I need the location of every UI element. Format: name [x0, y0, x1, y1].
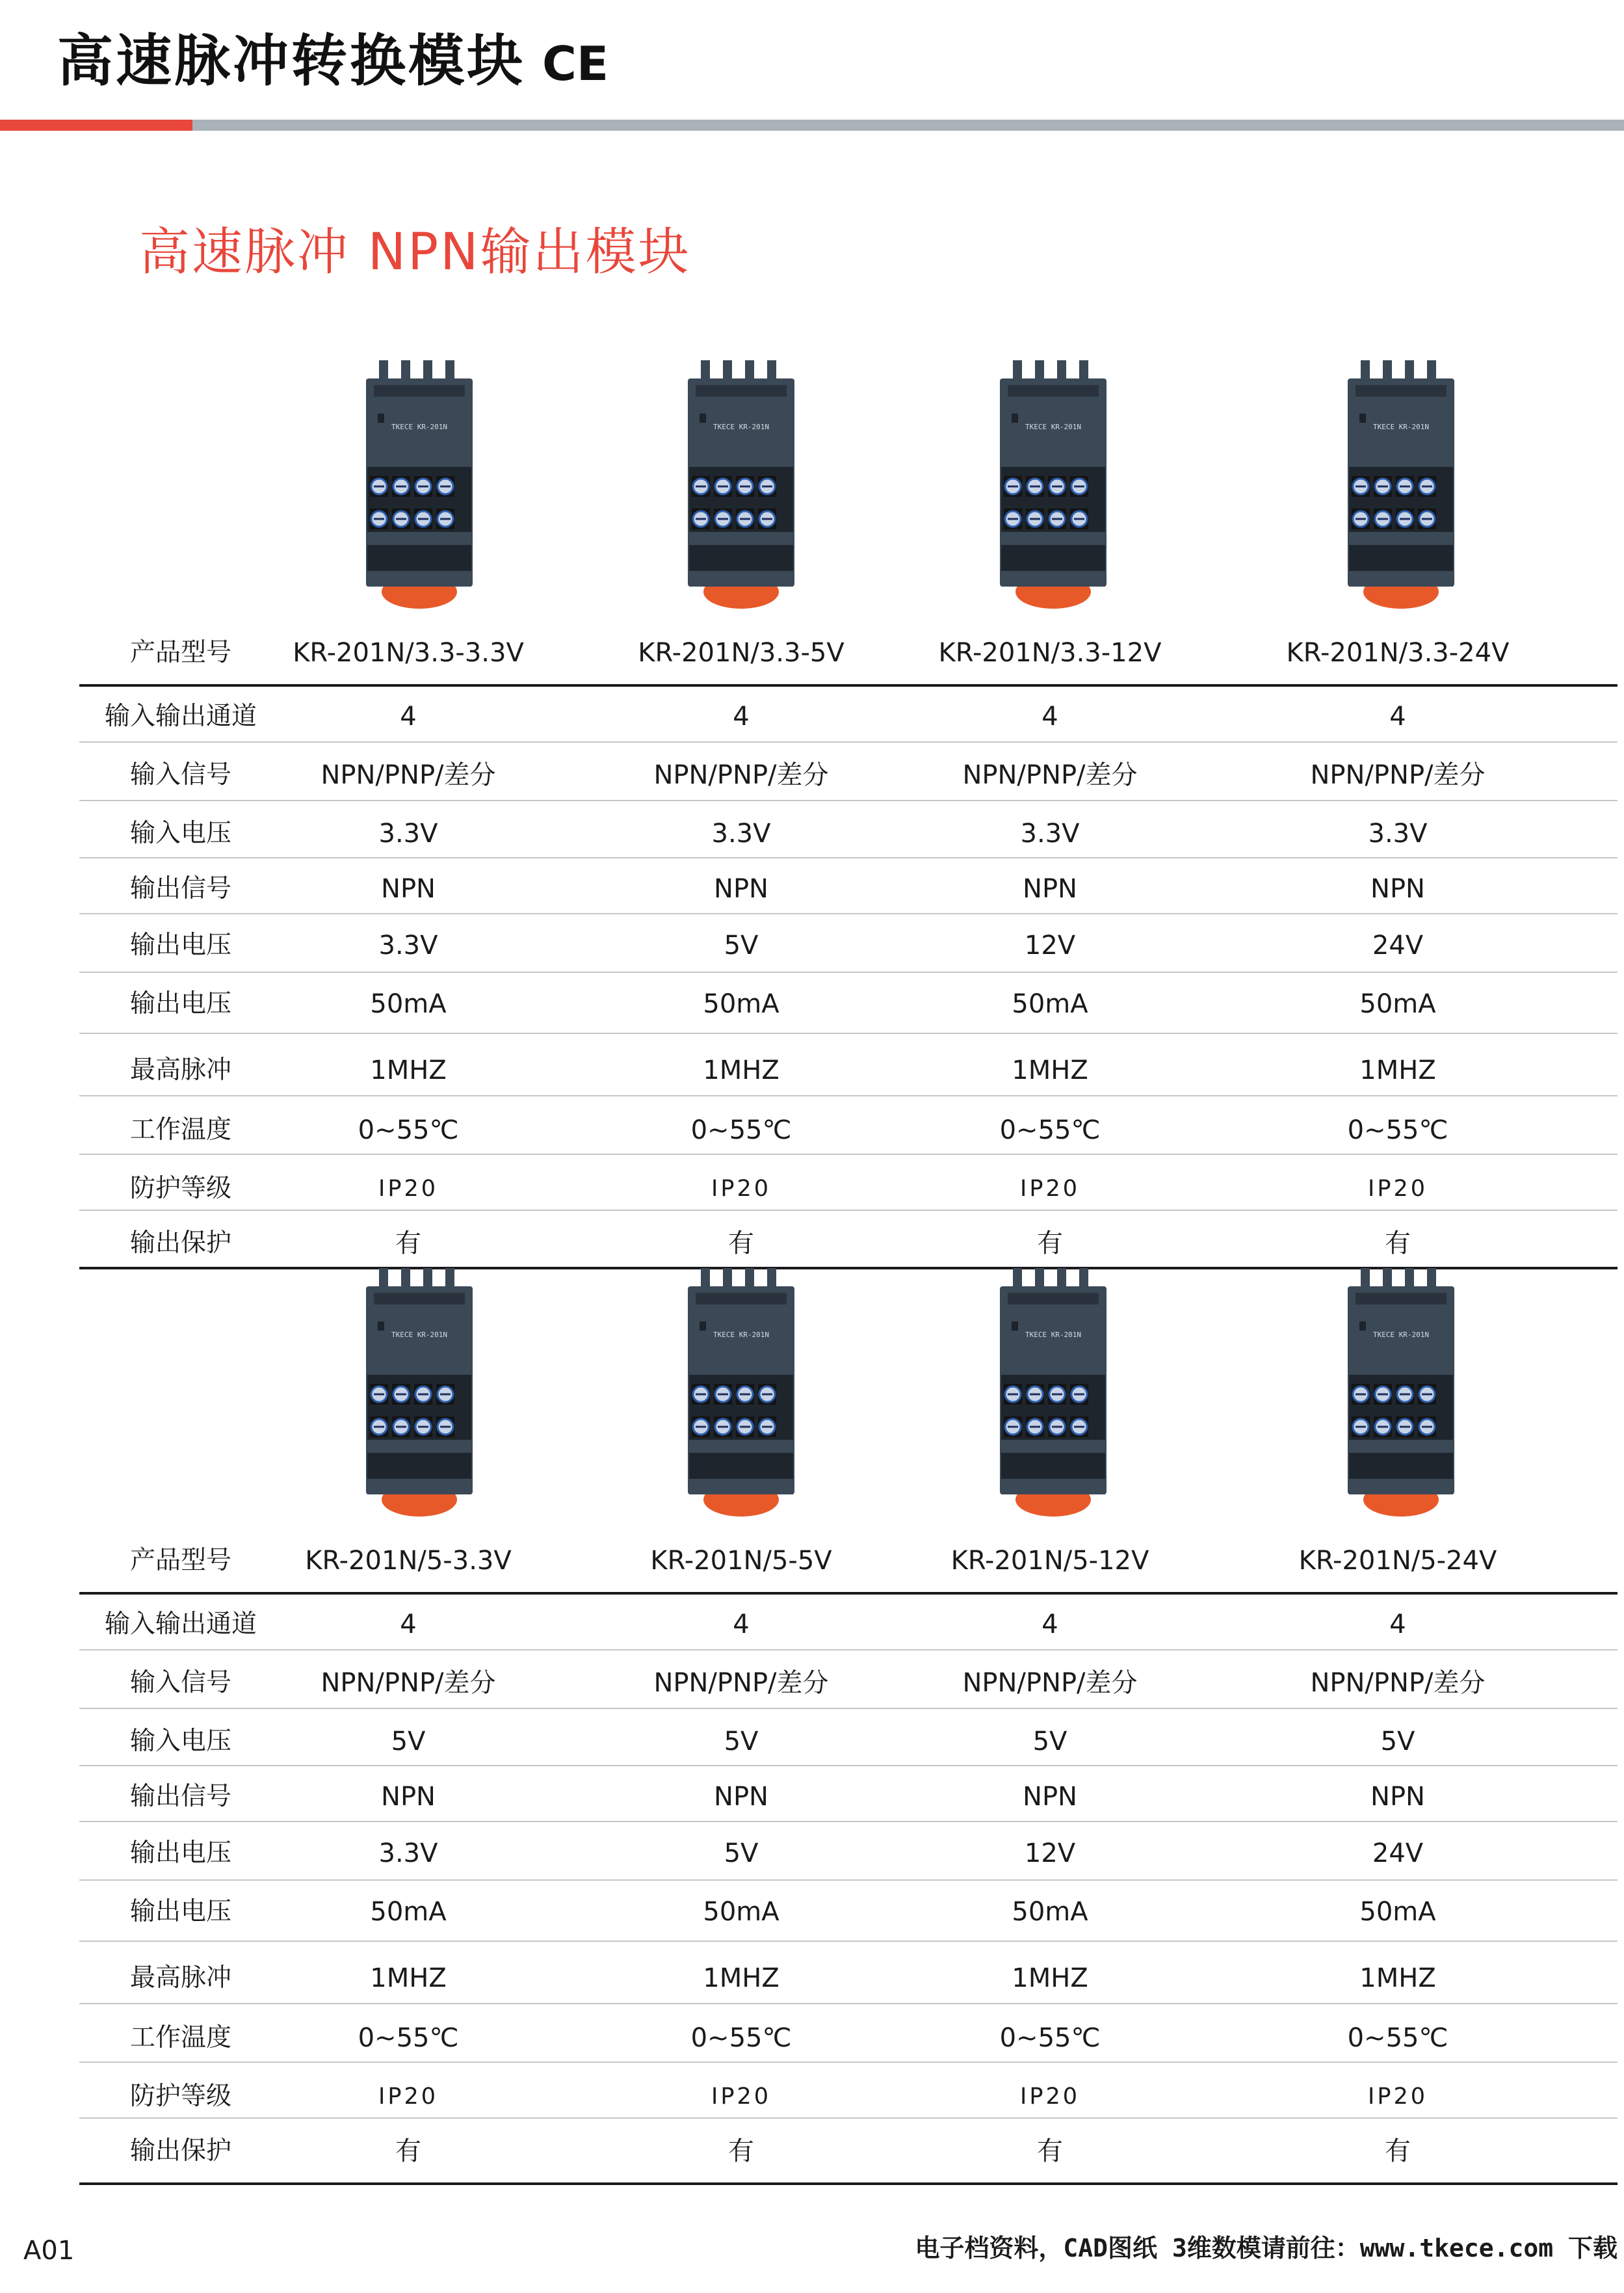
- table-cell: 3.3V: [378, 931, 438, 961]
- table-cell: 1MHZ: [370, 1963, 447, 1993]
- table-cell: 0~55℃: [999, 1115, 1101, 1145]
- table-rule: [79, 1708, 1617, 1709]
- table-cell: 50mA: [370, 989, 447, 1019]
- row-label: 输入输出通道: [104, 702, 257, 731]
- table-rule: [79, 1879, 1617, 1881]
- table-rule-strong: [79, 1592, 1617, 1595]
- row-label: 最高脉冲: [129, 1963, 232, 1993]
- row-label: 工作温度: [129, 1115, 232, 1145]
- table-cell: IP20: [1020, 1176, 1080, 1202]
- table-cell: NPN/PNP/差分: [653, 1668, 829, 1698]
- table-cell: 5V: [724, 1838, 759, 1868]
- row-label: 输出保护: [129, 2136, 232, 2166]
- table-cell: 4: [1389, 702, 1406, 732]
- table-rule-strong: [79, 2182, 1617, 2185]
- table-rule: [79, 1649, 1617, 1650]
- model-name: KR-201N/3.3-24V: [1286, 638, 1510, 668]
- model-name: KR-201N/3.3-3.3V: [293, 638, 524, 668]
- row-label: 产品型号: [129, 1546, 232, 1575]
- svg-text:TKECE KR-201N: TKECE KR-201N: [713, 1331, 770, 1339]
- table-cell: NPN: [1023, 874, 1077, 904]
- table-cell: IP20: [378, 1176, 438, 1202]
- row-label: 输入输出通道: [104, 1610, 257, 1639]
- table-cell: 4: [1389, 1610, 1406, 1639]
- model-name: KR-201N/5-12V: [950, 1546, 1149, 1576]
- table-rule-strong: [79, 684, 1617, 687]
- table-cell: 50mA: [703, 1897, 779, 1927]
- table-cell: NPN/PNP/差分: [962, 1668, 1138, 1698]
- table-cell: 有: [1385, 1228, 1411, 1258]
- table-cell: IP20: [378, 2084, 438, 2110]
- table-cell: 1MHZ: [703, 1963, 779, 1993]
- table-rule: [79, 741, 1617, 743]
- table-rule: [79, 2117, 1617, 2119]
- table-cell: 4: [1041, 702, 1058, 732]
- row-label: 输出信号: [129, 874, 232, 903]
- module-image: [676, 1264, 806, 1524]
- module-image: [1336, 1264, 1466, 1524]
- row-label: 输出电压: [129, 989, 232, 1018]
- row-label: 工作温度: [129, 2023, 232, 2052]
- table-rule: [79, 1095, 1617, 1096]
- table-cell: NPN/PNP/差分: [962, 760, 1138, 790]
- table-cell: 5V: [391, 1727, 426, 1756]
- svg-text:TKECE KR-201N: TKECE KR-201N: [1372, 423, 1430, 431]
- table-cell: 5V: [1380, 1727, 1415, 1756]
- table-cell: 5V: [724, 1727, 759, 1756]
- ce-mark: CE: [542, 36, 609, 91]
- header-accent-bar: [0, 120, 192, 131]
- table-cell: 0~55℃: [1347, 1115, 1448, 1145]
- table-cell: 1MHZ: [1012, 1055, 1088, 1085]
- table-cell: 5V: [724, 931, 759, 961]
- row-label: 最高脉冲: [129, 1055, 232, 1085]
- table-cell: NPN/PNP/差分: [321, 760, 496, 790]
- row-label: 输出信号: [129, 1782, 232, 1811]
- row-label: 输入电压: [129, 1727, 232, 1756]
- table-cell: 3.3V: [378, 819, 438, 849]
- table-cell: 0~55℃: [999, 2023, 1101, 2053]
- table-cell: NPN/PNP/差分: [653, 760, 829, 790]
- table-cell: 24V: [1372, 931, 1424, 961]
- module-image: [354, 356, 484, 616]
- table-cell: 50mA: [370, 1897, 447, 1927]
- table-cell: 有: [1037, 2136, 1063, 2166]
- table-rule: [79, 1821, 1617, 1822]
- table-cell: NPN: [381, 874, 436, 904]
- page-title: [57, 29, 609, 96]
- row-label: 输入信号: [129, 1668, 232, 1697]
- table-cell: 50mA: [1359, 989, 1436, 1019]
- row-label: 防护等级: [129, 2082, 232, 2111]
- page-code: A01: [23, 2236, 75, 2266]
- model-name: KR-201N/5-3.3V: [305, 1546, 512, 1576]
- table-cell: IP20: [711, 2084, 771, 2110]
- table-cell: 3.3V: [1020, 819, 1080, 849]
- svg-text:TKECE KR-201N: TKECE KR-201N: [391, 1331, 448, 1339]
- row-label: 输入信号: [129, 760, 232, 789]
- module-image: [988, 356, 1118, 616]
- table-cell: 4: [733, 1610, 750, 1639]
- table-cell: 4: [400, 1610, 417, 1639]
- table-rule: [79, 1154, 1617, 1155]
- table-cell: 50mA: [703, 989, 779, 1019]
- table-cell: NPN: [1023, 1782, 1077, 1812]
- table-cell: 0~55℃: [690, 2023, 792, 2053]
- table-cell: 3.3V: [1368, 819, 1428, 849]
- row-label: 产品型号: [129, 638, 232, 667]
- table-cell: 4: [400, 702, 417, 732]
- table-cell: 有: [395, 1228, 421, 1258]
- section-title: 高速脉冲 NPN输出模块: [139, 223, 691, 282]
- table-cell: IP20: [1368, 2084, 1428, 2110]
- svg-text:TKECE KR-201N: TKECE KR-201N: [1025, 1331, 1082, 1339]
- table-rule: [79, 2061, 1617, 2063]
- table-rule: [79, 972, 1617, 973]
- table-rule: [79, 800, 1617, 801]
- table-cell: 有: [728, 2136, 754, 2166]
- table-cell: 0~55℃: [358, 1115, 459, 1145]
- row-label: 输出保护: [129, 1228, 232, 1258]
- table-cell: 0~55℃: [690, 1115, 792, 1145]
- table-cell: 12V: [1024, 931, 1076, 961]
- module-image: [676, 356, 806, 616]
- table-cell: 3.3V: [711, 819, 771, 849]
- row-label: 输出电压: [129, 1838, 232, 1868]
- row-label: 输出电压: [129, 1897, 232, 1926]
- table-cell: 有: [1037, 1228, 1063, 1258]
- table-cell: 3.3V: [378, 1838, 438, 1868]
- table-cell: NPN: [1370, 1782, 1425, 1812]
- svg-text:TKECE KR-201N: TKECE KR-201N: [391, 423, 448, 431]
- row-label: 输入电压: [129, 819, 232, 848]
- row-label: 防护等级: [129, 1174, 232, 1203]
- table-rule: [79, 913, 1617, 914]
- table-cell: NPN/PNP/差分: [1310, 1668, 1486, 1698]
- model-name: KR-201N/5-5V: [650, 1546, 832, 1576]
- table-rule: [79, 1765, 1617, 1766]
- table-cell: 4: [1041, 1610, 1058, 1639]
- table-cell: 24V: [1372, 1838, 1424, 1868]
- table-cell: IP20: [1368, 1176, 1428, 1202]
- table-cell: 有: [728, 1228, 754, 1258]
- table-cell: NPN: [1370, 874, 1425, 904]
- table-cell: IP20: [711, 1176, 771, 1202]
- table-cell: 12V: [1024, 1838, 1076, 1868]
- table-cell: NPN: [381, 1782, 436, 1812]
- table-cell: IP20: [1020, 2084, 1080, 2110]
- table-rule: [79, 1033, 1617, 1034]
- table-cell: 5V: [1032, 1727, 1067, 1756]
- table-cell: NPN/PNP/差分: [321, 1668, 496, 1698]
- table-cell: NPN: [714, 1782, 768, 1812]
- table-cell: 0~55℃: [358, 2023, 459, 2053]
- table-cell: 有: [1385, 2136, 1411, 2166]
- table-cell: 50mA: [1012, 1897, 1088, 1927]
- table-rule: [79, 1210, 1617, 1211]
- header-divider-bar: [192, 120, 1624, 131]
- svg-text:TKECE KR-201N: TKECE KR-201N: [1372, 1331, 1430, 1339]
- table-cell: 50mA: [1012, 989, 1088, 1019]
- table-cell: 4: [733, 702, 750, 732]
- table-cell: 0~55℃: [1347, 2023, 1448, 2053]
- table-rule: [79, 1941, 1617, 1942]
- model-name: KR-201N/5-24V: [1298, 1546, 1497, 1576]
- table-cell: NPN: [714, 874, 768, 904]
- module-image: [354, 1264, 484, 1524]
- table-rule: [79, 2003, 1617, 2004]
- table-cell: 1MHZ: [703, 1055, 779, 1085]
- table-cell: 有: [395, 2136, 421, 2166]
- model-name: KR-201N/3.3-12V: [938, 638, 1162, 668]
- table-cell: 1MHZ: [1359, 1055, 1436, 1085]
- table-cell: NPN/PNP/差分: [1310, 760, 1486, 790]
- svg-text:TKECE KR-201N: TKECE KR-201N: [713, 423, 770, 431]
- row-label: 输出电压: [129, 931, 232, 960]
- table-cell: 50mA: [1359, 1897, 1436, 1927]
- table-cell: 1MHZ: [370, 1055, 447, 1085]
- table-cell: 1MHZ: [1012, 1963, 1088, 1993]
- table-rule: [79, 857, 1617, 858]
- module-image: [1336, 356, 1466, 616]
- table-cell: 1MHZ: [1359, 1963, 1436, 1993]
- download-note: 电子档资料，CAD图纸 3维数模请前往：www.tkece.com 下载: [915, 2234, 1617, 2262]
- module-image: [988, 1264, 1118, 1524]
- model-name: KR-201N/3.3-5V: [638, 638, 845, 668]
- svg-text:TKECE KR-201N: TKECE KR-201N: [1025, 423, 1082, 431]
- page-title-text: 高速脉冲转换模块: [57, 29, 525, 94]
